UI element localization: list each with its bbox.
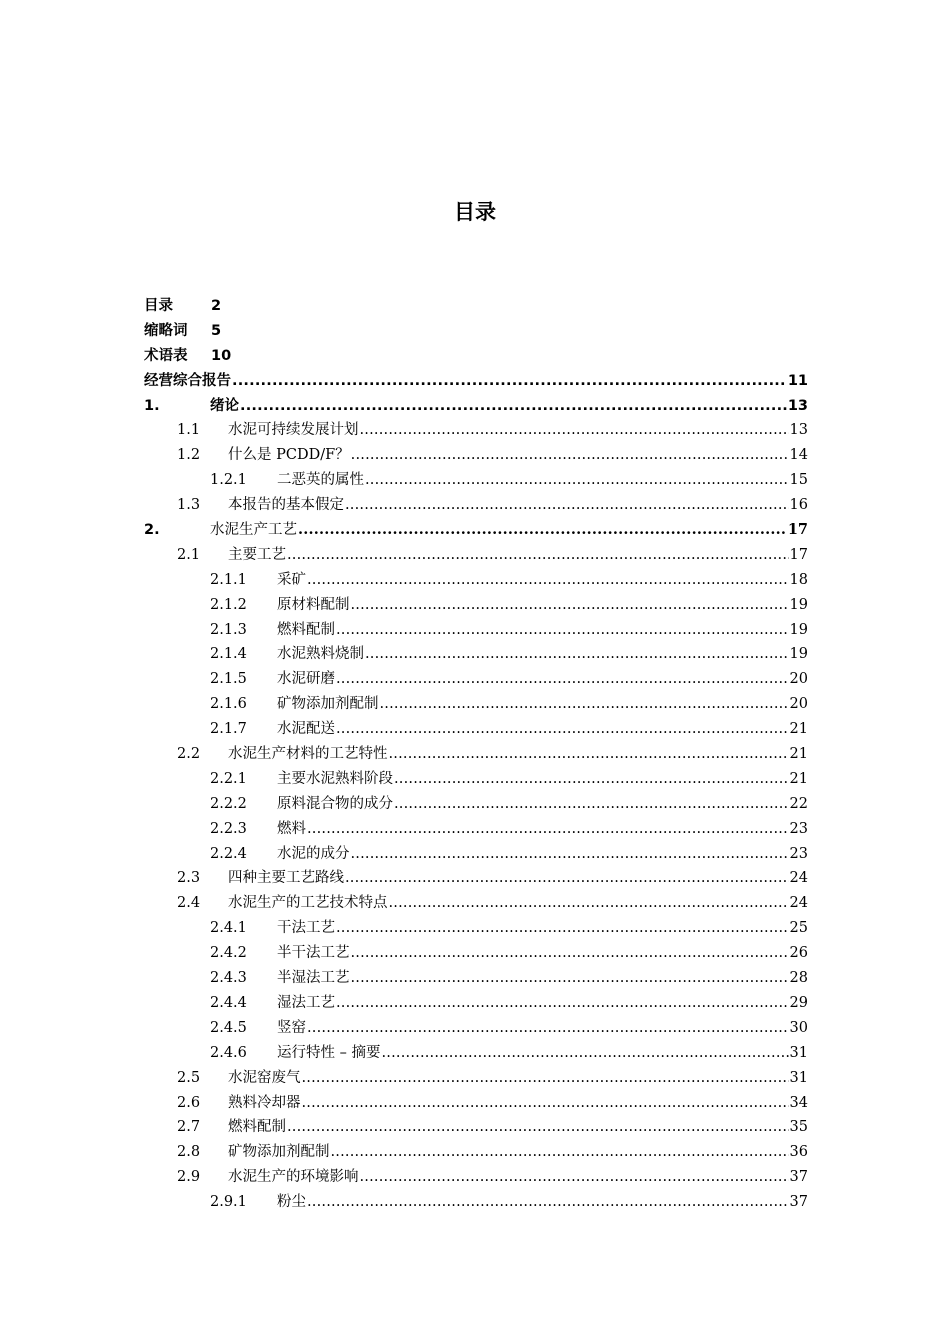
toc-entry-body — [210, 518, 808, 543]
toc-entry-number: 2.1.3 — [210, 621, 247, 638]
toc-entry-title: 水泥可持续发展计划 — [228, 422, 359, 439]
toc-entry-leader — [365, 468, 789, 493]
toc-entry[interactable] — [144, 742, 808, 767]
toc-entry-body — [228, 1165, 808, 1190]
toc-entry-title: 燃料 — [277, 820, 306, 837]
toc-entry-leader — [394, 792, 789, 817]
toc-entry-leader — [351, 842, 789, 867]
toc-entry-page: 20 — [789, 671, 808, 688]
toc-entry-body — [144, 369, 808, 394]
toc-entry-number: 2. — [144, 522, 160, 539]
toc-entry-leader — [232, 369, 787, 394]
toc-entry-title: 粉尘 — [277, 1194, 306, 1211]
toc-entry-page: 21 — [789, 770, 808, 787]
toc-entry-title: 水泥生产的环境影响 — [228, 1169, 359, 1186]
toc-entry-body — [228, 1140, 808, 1165]
toc-entry-title: 水泥的成分 — [277, 845, 350, 862]
toc-entry-number: 2.4.5 — [210, 1019, 247, 1036]
toc-entry-leader — [380, 692, 789, 717]
toc-entry-number: 1.3 — [177, 497, 201, 514]
toc-entry-title: 术语表 — [144, 347, 188, 364]
toc-entry-body — [277, 966, 808, 991]
toc-entry-page: 21 — [789, 746, 808, 763]
toc-entry-body — [277, 792, 808, 817]
toc-entry-body — [277, 842, 808, 867]
toc-entry-body — [277, 642, 808, 667]
toc-entry-title: 绪论 — [210, 397, 239, 414]
toc-entry-number: 2.9.1 — [210, 1194, 247, 1211]
toc-entry-number: 1. — [144, 397, 160, 414]
toc-plain-section — [144, 294, 808, 369]
toc-entry[interactable] — [144, 394, 808, 419]
toc-entry[interactable] — [144, 941, 808, 966]
toc-entry[interactable] — [144, 692, 808, 717]
toc-entry-number: 2.1.2 — [210, 596, 247, 613]
toc-entry[interactable] — [144, 1115, 808, 1140]
toc-entry-body — [277, 717, 808, 742]
toc-entry-number: 2.2 — [177, 746, 201, 763]
toc-entry-number: 2.1.4 — [210, 646, 247, 663]
toc-entry-number: 2.7 — [177, 1119, 201, 1136]
toc-entry[interactable] — [144, 1140, 808, 1165]
toc-entry-page: 28 — [789, 970, 808, 987]
toc-entry[interactable] — [144, 667, 808, 692]
toc-entry-body — [277, 468, 808, 493]
toc-entry-leader — [345, 866, 789, 891]
toc-entry-leader — [336, 618, 789, 643]
toc-entry-page: 24 — [789, 895, 808, 912]
toc-entry[interactable] — [144, 543, 808, 568]
toc-entry-title: 熟料冷却器 — [228, 1094, 301, 1111]
toc-entry-title: 竖窑 — [277, 1019, 306, 1036]
toc-entry-number: 2.4.6 — [210, 1044, 247, 1061]
toc-entry-leader — [240, 394, 787, 419]
toc-entry-leader — [302, 1091, 789, 1116]
toc-entry-title: 水泥生产工艺 — [210, 522, 297, 539]
toc-entry[interactable] — [144, 1016, 808, 1041]
toc-entry-title: 采矿 — [277, 571, 306, 588]
toc-entry-title: 矿物添加剂配制 — [228, 1144, 330, 1161]
toc-entry[interactable] — [144, 842, 808, 867]
toc-entry-leader — [351, 443, 789, 468]
toc-entry-number: 1.1 — [177, 422, 201, 439]
toc-entry-page: 18 — [789, 571, 808, 588]
toc-entry-number: 2.9 — [177, 1169, 201, 1186]
toc-entry-page: 17 — [787, 521, 808, 539]
toc-entry-title: 水泥窑废气 — [228, 1069, 301, 1086]
toc-entry-body — [277, 692, 808, 717]
page-title: 目录 — [454, 200, 496, 224]
toc-entry-title: 经营综合报告 — [144, 372, 231, 389]
toc-entry[interactable] — [144, 916, 808, 941]
toc-entry-page: 13 — [789, 422, 808, 439]
toc-entry-page: 21 — [789, 721, 808, 738]
toc-entry-leader — [351, 593, 789, 618]
toc-entry[interactable] — [144, 1190, 808, 1215]
toc-entry-leader — [351, 966, 789, 991]
toc-entry[interactable] — [144, 443, 808, 468]
toc-entry-page: 24 — [789, 870, 808, 887]
toc-entry-leader — [307, 568, 789, 593]
toc-entry-leader — [351, 941, 789, 966]
toc-entry[interactable] — [144, 344, 808, 369]
toc-entry-number: 2.2.4 — [210, 845, 247, 862]
toc-entry-number: 2.1.7 — [210, 721, 247, 738]
toc-entry-page: 23 — [789, 845, 808, 862]
toc-entry-title: 半干法工艺 — [277, 945, 350, 962]
table-of-contents — [144, 294, 808, 1215]
toc-entry[interactable] — [144, 418, 808, 443]
toc-entry-body — [277, 817, 808, 842]
toc-entry-body — [277, 767, 808, 792]
toc-entry-leader — [336, 667, 789, 692]
toc-entry-number: 2.2.1 — [210, 770, 247, 787]
toc-entry-leader — [336, 991, 789, 1016]
toc-entry[interactable] — [144, 1041, 808, 1066]
toc-entry-body — [277, 991, 808, 1016]
toc-entry-title: 水泥研磨 — [277, 671, 335, 688]
toc-entry-number: 2.4 — [177, 895, 201, 912]
toc-entry-body — [228, 1066, 808, 1091]
toc-entry[interactable] — [144, 369, 808, 394]
toc-entry-leader — [394, 767, 789, 792]
toc-entry-page: 10 — [211, 347, 232, 364]
toc-entry-leader — [360, 1165, 789, 1190]
toc-entry-page: 35 — [789, 1119, 808, 1136]
toc-entry-title: 主要工艺 — [228, 546, 286, 563]
toc-entry-number: 2.4.4 — [210, 994, 247, 1011]
toc-entry-page: 34 — [789, 1094, 808, 1111]
toc-entry-body — [277, 1016, 808, 1041]
toc-entry-page: 14 — [789, 447, 808, 464]
toc-entry-body — [228, 1091, 808, 1116]
toc-entry-body — [228, 443, 808, 468]
toc-entry-page: 23 — [789, 820, 808, 837]
toc-entry-body — [228, 742, 808, 767]
toc-entry-leader — [298, 518, 787, 543]
toc-entry-title: 矿物添加剂配制 — [277, 696, 379, 713]
toc-entry-number: 2.6 — [177, 1094, 201, 1111]
toc-entry[interactable] — [144, 294, 808, 319]
toc-entry-body — [277, 618, 808, 643]
toc-entry[interactable] — [144, 767, 808, 792]
toc-entry-page: 2 — [211, 298, 222, 314]
toc-entry-page: 19 — [789, 596, 808, 613]
toc-entry-body — [277, 916, 808, 941]
toc-entry[interactable] — [144, 468, 808, 493]
toc-entry-page: 37 — [789, 1194, 808, 1211]
toc-entry-number: 2.3 — [177, 870, 201, 887]
toc-entry[interactable] — [144, 966, 808, 991]
toc-entry-page: 17 — [789, 546, 808, 563]
toc-entry-page: 29 — [789, 994, 808, 1011]
toc-entry-page: 31 — [789, 1044, 808, 1061]
toc-entry-title: 湿法工艺 — [277, 994, 335, 1011]
toc-entry-page: 13 — [787, 397, 808, 414]
toc-entry-leader — [336, 717, 789, 742]
toc-entry-page: 25 — [789, 920, 808, 937]
toc-entry-leader — [307, 817, 789, 842]
toc-entry[interactable] — [144, 319, 808, 344]
toc-entry[interactable] — [144, 593, 808, 618]
toc-entry-body — [228, 543, 808, 568]
toc-entry-title: 水泥配送 — [277, 721, 335, 738]
toc-entry-number: 1.2 — [177, 447, 201, 464]
toc-entry-title: 本报告的基本假定 — [228, 497, 344, 514]
toc-entry[interactable] — [144, 866, 808, 891]
toc-entry-number: 2.1 — [177, 546, 201, 563]
toc-entry-number: 2.4.2 — [210, 945, 247, 962]
toc-entry-leader — [331, 1140, 789, 1165]
toc-entry-leader — [336, 916, 789, 941]
toc-entry-page: 20 — [789, 696, 808, 713]
toc-entry-number: 2.2.3 — [210, 820, 247, 837]
toc-entry-page: 31 — [789, 1069, 808, 1086]
toc-entry-leader — [302, 1066, 789, 1091]
toc-entry-leader — [381, 1041, 788, 1066]
toc-entry-page: 5 — [211, 322, 222, 339]
toc-entry-number: 2.1.1 — [210, 571, 247, 588]
toc-entry-leader — [287, 543, 789, 568]
toc-entry[interactable] — [144, 568, 808, 593]
toc-entry[interactable] — [144, 618, 808, 643]
toc-main-section — [144, 369, 808, 1215]
toc-entry-title: 水泥熟料烧制 — [277, 646, 364, 663]
toc-entry-leader — [365, 642, 789, 667]
toc-entry-body — [277, 1041, 808, 1066]
toc-entry-title: 四种主要工艺路线 — [228, 870, 344, 887]
toc-entry-body — [277, 593, 808, 618]
toc-entry-title: 原材料配制 — [277, 596, 350, 613]
toc-entry-body — [228, 866, 808, 891]
toc-entry-title: 二恶英的属性 — [277, 472, 364, 489]
toc-entry-leader — [307, 1016, 789, 1041]
toc-entry-body — [228, 891, 808, 916]
toc-entry-title: 半湿法工艺 — [277, 970, 350, 987]
toc-entry-page: 36 — [789, 1144, 808, 1161]
toc-entry-body — [277, 1190, 808, 1215]
toc-entry-page: 15 — [789, 472, 808, 489]
toc-entry-page: 37 — [789, 1169, 808, 1186]
toc-entry-body — [228, 418, 808, 443]
toc-entry-title: 燃料配制 — [277, 621, 335, 638]
toc-entry-number: 2.4.3 — [210, 970, 247, 987]
toc-entry[interactable] — [144, 1091, 808, 1116]
toc-entry-number: 2.5 — [177, 1069, 201, 1086]
toc-entry-page: 11 — [787, 372, 808, 389]
toc-entry-number: 2.2.2 — [210, 795, 247, 812]
toc-entry-title: 什么是 PCDD/F？ — [228, 447, 350, 464]
toc-entry[interactable] — [144, 642, 808, 667]
toc-entry-body — [210, 394, 808, 419]
toc-entry-leader — [307, 1190, 789, 1215]
toc-entry-body — [228, 1115, 808, 1140]
toc-entry-page: 19 — [789, 621, 808, 638]
toc-entry-page: 16 — [789, 497, 808, 514]
toc-entry[interactable] — [144, 792, 808, 817]
toc-entry-page: 30 — [789, 1019, 808, 1036]
toc-entry-leader — [345, 493, 789, 518]
toc-entry-number: 2.8 — [177, 1144, 201, 1161]
toc-entry[interactable] — [144, 1165, 808, 1190]
toc-entry-title: 主要水泥熟料阶段 — [277, 770, 393, 787]
toc-entry[interactable] — [144, 991, 808, 1016]
toc-entry-leader — [360, 418, 789, 443]
toc-entry-title: 目录 — [144, 298, 173, 314]
toc-entry[interactable] — [144, 891, 808, 916]
toc-entry-page: 19 — [789, 646, 808, 663]
toc-entry[interactable] — [144, 493, 808, 518]
toc-entry-leader — [389, 891, 789, 916]
toc-entry-body — [277, 667, 808, 692]
toc-entry-title: 缩略词 — [144, 322, 188, 339]
toc-entry-title: 运行特性 – 摘要 — [277, 1044, 381, 1061]
toc-entry-leader — [389, 742, 789, 767]
toc-entry-body — [277, 568, 808, 593]
toc-entry-leader — [287, 1115, 789, 1140]
toc-entry-title: 干法工艺 — [277, 920, 335, 937]
toc-entry[interactable] — [144, 817, 808, 842]
toc-entry-number: 2.1.6 — [210, 696, 247, 713]
toc-entry[interactable] — [144, 717, 808, 742]
toc-entry-title: 燃料配制 — [228, 1119, 286, 1136]
toc-entry-number: 1.2.1 — [210, 472, 247, 489]
toc-entry-number: 2.4.1 — [210, 920, 247, 937]
toc-entry-title: 水泥生产材料的工艺特性 — [228, 746, 388, 763]
toc-entry-body — [228, 493, 808, 518]
toc-entry[interactable] — [144, 1066, 808, 1091]
toc-entry-number: 2.1.5 — [210, 671, 247, 688]
toc-entry-title: 原料混合物的成分 — [277, 795, 393, 812]
toc-entry-page: 26 — [789, 945, 808, 962]
toc-entry[interactable] — [144, 518, 808, 543]
toc-entry-body — [277, 941, 808, 966]
toc-entry-title: 水泥生产的工艺技术特点 — [228, 895, 388, 912]
toc-entry-page: 22 — [789, 795, 808, 812]
